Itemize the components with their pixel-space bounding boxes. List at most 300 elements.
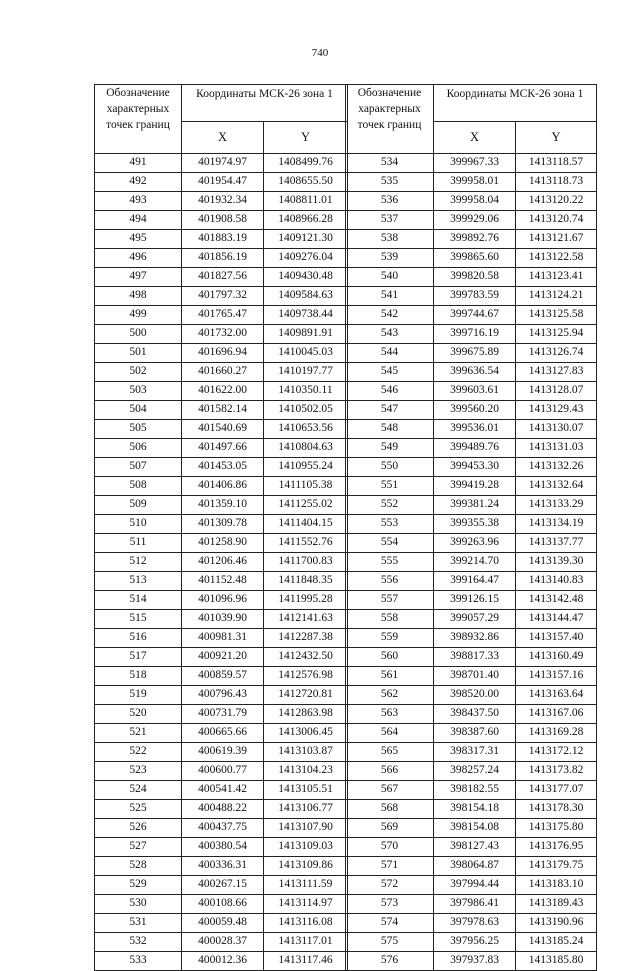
table-row: [95, 876, 348, 895]
table-row: [346, 762, 597, 781]
table-row: [346, 629, 597, 648]
table-row: [95, 306, 348, 325]
point-number-cell: 558: [346, 610, 434, 629]
point-number-cell: 542: [346, 306, 434, 325]
x-coordinate-cell: 401258.90: [182, 534, 264, 553]
table-row: [95, 268, 348, 287]
x-coordinate-cell: 401582.14: [182, 401, 264, 420]
table-row: [95, 800, 348, 819]
x-coordinate-cell: 399214.70: [434, 553, 516, 572]
point-number-cell: 516: [95, 629, 182, 648]
x-coordinate-cell: 398520.00: [434, 686, 516, 705]
y-coordinate-cell: 1413189.43: [516, 895, 597, 914]
header-coordinates-group: Координаты МСК-26 зона 1: [434, 85, 597, 122]
y-coordinate-cell: 1413124.21: [516, 287, 597, 306]
table-row: [95, 705, 348, 724]
y-coordinate-cell: 1413167.06: [516, 705, 597, 724]
point-number-cell: 556: [346, 572, 434, 591]
x-coordinate-cell: 397986.41: [434, 895, 516, 914]
x-coordinate-cell: 401540.69: [182, 420, 264, 439]
header-y: Y: [516, 122, 597, 154]
table-row: [95, 496, 348, 515]
x-coordinate-cell: 397978.63: [434, 914, 516, 933]
y-coordinate-cell: 1413175.80: [516, 819, 597, 838]
x-coordinate-cell: 401497.66: [182, 439, 264, 458]
point-number-cell: 498: [95, 287, 182, 306]
x-coordinate-cell: 399164.47: [434, 572, 516, 591]
y-coordinate-cell: 1413185.80: [516, 952, 597, 971]
page-number: 740: [311, 47, 329, 59]
y-coordinate-cell: 1409430.48: [264, 268, 348, 287]
table-row: [346, 610, 597, 629]
x-coordinate-cell: 399783.59: [434, 287, 516, 306]
x-coordinate-cell: 401039.90: [182, 610, 264, 629]
table-row: [95, 249, 348, 268]
table-row: [95, 553, 348, 572]
x-coordinate-cell: 400541.42: [182, 781, 264, 800]
y-coordinate-cell: 1413105.51: [264, 781, 348, 800]
point-number-cell: 561: [346, 667, 434, 686]
x-coordinate-cell: 397994.44: [434, 876, 516, 895]
x-coordinate-cell: 399744.67: [434, 306, 516, 325]
y-coordinate-cell: 1411552.76: [264, 534, 348, 553]
x-coordinate-cell: 398387.60: [434, 724, 516, 743]
y-coordinate-cell: 1411404.15: [264, 515, 348, 534]
y-coordinate-cell: 1410045.03: [264, 344, 348, 363]
y-coordinate-cell: 1411700.83: [264, 553, 348, 572]
table-row: [346, 173, 597, 192]
point-number-cell: 520: [95, 705, 182, 724]
y-coordinate-cell: 1413111.59: [264, 876, 348, 895]
table-row: [346, 325, 597, 344]
y-coordinate-cell: 1413157.40: [516, 629, 597, 648]
x-coordinate-cell: 400336.31: [182, 857, 264, 876]
table-row: [346, 420, 597, 439]
point-number-cell: 510: [95, 515, 182, 534]
x-coordinate-cell: 399929.06: [434, 211, 516, 230]
point-number-cell: 541: [346, 287, 434, 306]
y-coordinate-cell: 1413172.12: [516, 743, 597, 762]
x-coordinate-cell: 399057.29: [434, 610, 516, 629]
point-number-cell: 514: [95, 591, 182, 610]
point-number-cell: 526: [95, 819, 182, 838]
y-coordinate-cell: 1413131.03: [516, 439, 597, 458]
y-coordinate-cell: 1408655.50: [264, 173, 348, 192]
table-row: [346, 819, 597, 838]
x-coordinate-cell: 398154.08: [434, 819, 516, 838]
table-row: [346, 572, 597, 591]
x-coordinate-cell: 399820.58: [434, 268, 516, 287]
point-number-cell: 560: [346, 648, 434, 667]
table-row: [95, 857, 348, 876]
x-coordinate-cell: 401765.47: [182, 306, 264, 325]
point-number-cell: 557: [346, 591, 434, 610]
point-number-cell: 511: [95, 534, 182, 553]
point-number-cell: 538: [346, 230, 434, 249]
y-coordinate-cell: 1413125.58: [516, 306, 597, 325]
table-row: [346, 230, 597, 249]
table-row: [346, 287, 597, 306]
x-coordinate-cell: 400796.43: [182, 686, 264, 705]
point-number-cell: 554: [346, 534, 434, 553]
table-row: [346, 800, 597, 819]
x-coordinate-cell: 401152.48: [182, 572, 264, 591]
x-coordinate-cell: 400437.75: [182, 819, 264, 838]
point-number-cell: 534: [346, 154, 434, 173]
point-number-cell: 529: [95, 876, 182, 895]
table-body-left: [95, 154, 348, 971]
y-coordinate-cell: 1410955.24: [264, 458, 348, 477]
y-coordinate-cell: 1413128.07: [516, 382, 597, 401]
point-number-cell: 503: [95, 382, 182, 401]
x-coordinate-cell: 397937.83: [434, 952, 516, 971]
point-number-cell: 570: [346, 838, 434, 857]
point-number-cell: 567: [346, 781, 434, 800]
y-coordinate-cell: 1413133.29: [516, 496, 597, 515]
y-coordinate-cell: 1413160.49: [516, 648, 597, 667]
x-coordinate-cell: 398701.40: [434, 667, 516, 686]
y-coordinate-cell: 1413127.83: [516, 363, 597, 382]
x-coordinate-cell: 399419.28: [434, 477, 516, 496]
x-coordinate-cell: 398154.18: [434, 800, 516, 819]
point-number-cell: 525: [95, 800, 182, 819]
x-coordinate-cell: 401622.00: [182, 382, 264, 401]
x-coordinate-cell: 400380.54: [182, 838, 264, 857]
point-number-cell: 548: [346, 420, 434, 439]
table-row: [346, 838, 597, 857]
table-row: [95, 781, 348, 800]
y-coordinate-cell: 1413140.83: [516, 572, 597, 591]
y-coordinate-cell: 1409276.04: [264, 249, 348, 268]
y-coordinate-cell: 1409584.63: [264, 287, 348, 306]
x-coordinate-cell: 401954.47: [182, 173, 264, 192]
point-number-cell: 509: [95, 496, 182, 515]
table-row: [346, 781, 597, 800]
x-coordinate-cell: 398182.55: [434, 781, 516, 800]
y-coordinate-cell: 1413144.47: [516, 610, 597, 629]
table-row: [346, 515, 597, 534]
header-point-label: Обозначение характерных точек границ: [95, 85, 182, 154]
point-number-cell: 569: [346, 819, 434, 838]
table-row: [95, 724, 348, 743]
point-number-cell: 575: [346, 933, 434, 952]
point-number-cell: 528: [95, 857, 182, 876]
x-coordinate-cell: 400981.31: [182, 629, 264, 648]
table-row: [95, 838, 348, 857]
x-coordinate-cell: 399636.54: [434, 363, 516, 382]
x-coordinate-cell: 399536.01: [434, 420, 516, 439]
table-row: [95, 572, 348, 591]
point-number-cell: 545: [346, 363, 434, 382]
table-row: [346, 952, 597, 971]
y-coordinate-cell: 1413118.73: [516, 173, 597, 192]
y-coordinate-cell: 1412720.81: [264, 686, 348, 705]
point-number-cell: 499: [95, 306, 182, 325]
x-coordinate-cell: 401406.86: [182, 477, 264, 496]
x-coordinate-cell: 397956.25: [434, 933, 516, 952]
x-coordinate-cell: 400028.37: [182, 933, 264, 952]
table-row: [346, 268, 597, 287]
table-row: [95, 686, 348, 705]
table-row: [346, 439, 597, 458]
point-number-cell: 517: [95, 648, 182, 667]
x-coordinate-cell: 399355.38: [434, 515, 516, 534]
y-coordinate-cell: 1413006.45: [264, 724, 348, 743]
table-row: [95, 648, 348, 667]
y-coordinate-cell: 1413118.57: [516, 154, 597, 173]
table-row: [346, 477, 597, 496]
y-coordinate-cell: 1413109.86: [264, 857, 348, 876]
header-point-label: Обозначение характерных точек границ: [346, 85, 434, 154]
x-coordinate-cell: 399967.33: [434, 154, 516, 173]
table-row: [95, 287, 348, 306]
header-x: X: [434, 122, 516, 154]
x-coordinate-cell: 400108.66: [182, 895, 264, 914]
y-coordinate-cell: 1412432.50: [264, 648, 348, 667]
point-number-cell: 555: [346, 553, 434, 572]
table-row: [95, 401, 348, 420]
x-coordinate-cell: 399716.19: [434, 325, 516, 344]
y-coordinate-cell: 1413157.16: [516, 667, 597, 686]
y-coordinate-cell: 1413132.64: [516, 477, 597, 496]
y-coordinate-cell: 1413122.58: [516, 249, 597, 268]
x-coordinate-cell: 401359.10: [182, 496, 264, 515]
coordinates-table-right: [345, 84, 597, 971]
table-row: [346, 192, 597, 211]
point-number-cell: 504: [95, 401, 182, 420]
y-coordinate-cell: 1413132.26: [516, 458, 597, 477]
x-coordinate-cell: 400665.66: [182, 724, 264, 743]
point-number-cell: 536: [346, 192, 434, 211]
point-number-cell: 495: [95, 230, 182, 249]
y-coordinate-cell: 1413125.94: [516, 325, 597, 344]
point-number-cell: 564: [346, 724, 434, 743]
point-number-cell: 491: [95, 154, 182, 173]
point-number-cell: 500: [95, 325, 182, 344]
table-row: [95, 933, 348, 952]
y-coordinate-cell: 1410804.63: [264, 439, 348, 458]
x-coordinate-cell: 399381.24: [434, 496, 516, 515]
table-row: [346, 724, 597, 743]
point-number-cell: 553: [346, 515, 434, 534]
point-number-cell: 565: [346, 743, 434, 762]
x-coordinate-cell: 398817.33: [434, 648, 516, 667]
table-row: [346, 534, 597, 553]
x-coordinate-cell: 401660.27: [182, 363, 264, 382]
point-number-cell: 497: [95, 268, 182, 287]
y-coordinate-cell: 1413126.74: [516, 344, 597, 363]
table-row: [95, 363, 348, 382]
x-coordinate-cell: 401096.96: [182, 591, 264, 610]
y-coordinate-cell: 1408499.76: [264, 154, 348, 173]
y-coordinate-cell: 1413190.96: [516, 914, 597, 933]
table-row: [95, 325, 348, 344]
x-coordinate-cell: 399958.04: [434, 192, 516, 211]
point-number-cell: 507: [95, 458, 182, 477]
point-number-cell: 531: [95, 914, 182, 933]
y-coordinate-cell: 1413114.97: [264, 895, 348, 914]
y-coordinate-cell: 1413163.64: [516, 686, 597, 705]
x-coordinate-cell: 401932.34: [182, 192, 264, 211]
point-number-cell: 493: [95, 192, 182, 211]
y-coordinate-cell: 1410350.11: [264, 382, 348, 401]
table-row: [95, 610, 348, 629]
x-coordinate-cell: 399453.30: [434, 458, 516, 477]
y-coordinate-cell: 1413137.77: [516, 534, 597, 553]
point-number-cell: 572: [346, 876, 434, 895]
x-coordinate-cell: 399489.76: [434, 439, 516, 458]
y-coordinate-cell: 1409121.30: [264, 230, 348, 249]
x-coordinate-cell: 400488.22: [182, 800, 264, 819]
x-coordinate-cell: 400012.36: [182, 952, 264, 971]
y-coordinate-cell: 1411105.38: [264, 477, 348, 496]
table-row: [95, 173, 348, 192]
table-row: [95, 344, 348, 363]
y-coordinate-cell: 1413183.10: [516, 876, 597, 895]
y-coordinate-cell: 1413130.07: [516, 420, 597, 439]
x-coordinate-cell: 399675.89: [434, 344, 516, 363]
table-row: [346, 382, 597, 401]
y-coordinate-cell: 1411255.02: [264, 496, 348, 515]
point-number-cell: 518: [95, 667, 182, 686]
x-coordinate-cell: 398317.31: [434, 743, 516, 762]
table-row: [346, 743, 597, 762]
table-row: [346, 496, 597, 515]
table-row: [95, 534, 348, 553]
table-row: [346, 363, 597, 382]
header-x: X: [182, 122, 264, 154]
y-coordinate-cell: 1413120.22: [516, 192, 597, 211]
y-coordinate-cell: 1413185.24: [516, 933, 597, 952]
table-row: [346, 458, 597, 477]
table-row: [95, 743, 348, 762]
y-coordinate-cell: 1413123.41: [516, 268, 597, 287]
table-row: [346, 914, 597, 933]
point-number-cell: 573: [346, 895, 434, 914]
x-coordinate-cell: 401309.78: [182, 515, 264, 534]
table-row: [95, 762, 348, 781]
point-number-cell: 527: [95, 838, 182, 857]
y-coordinate-cell: 1413173.82: [516, 762, 597, 781]
x-coordinate-cell: 398437.50: [434, 705, 516, 724]
point-number-cell: 530: [95, 895, 182, 914]
y-coordinate-cell: 1413142.48: [516, 591, 597, 610]
x-coordinate-cell: 400600.77: [182, 762, 264, 781]
point-number-cell: 563: [346, 705, 434, 724]
x-coordinate-cell: 401908.58: [182, 211, 264, 230]
table-row: [95, 819, 348, 838]
table-row: [346, 857, 597, 876]
x-coordinate-cell: 401453.05: [182, 458, 264, 477]
header-coordinates-group: Координаты МСК-26 зона 1: [182, 85, 348, 122]
y-coordinate-cell: 1413103.87: [264, 743, 348, 762]
point-number-cell: 574: [346, 914, 434, 933]
y-coordinate-cell: 1413139.30: [516, 553, 597, 572]
y-coordinate-cell: 1410502.05: [264, 401, 348, 420]
x-coordinate-cell: 398064.87: [434, 857, 516, 876]
table-row: [346, 686, 597, 705]
point-number-cell: 512: [95, 553, 182, 572]
y-coordinate-cell: 1413116.08: [264, 914, 348, 933]
point-number-cell: 532: [95, 933, 182, 952]
y-coordinate-cell: 1409891.91: [264, 325, 348, 344]
table-row: [346, 344, 597, 363]
table-row: [95, 154, 348, 173]
x-coordinate-cell: 401974.97: [182, 154, 264, 173]
point-number-cell: 506: [95, 439, 182, 458]
point-number-cell: 521: [95, 724, 182, 743]
x-coordinate-cell: 399865.60: [434, 249, 516, 268]
y-coordinate-cell: 1412287.38: [264, 629, 348, 648]
x-coordinate-cell: 401797.32: [182, 287, 264, 306]
x-coordinate-cell: 400859.57: [182, 667, 264, 686]
y-coordinate-cell: 1413120.74: [516, 211, 597, 230]
x-coordinate-cell: 401856.19: [182, 249, 264, 268]
y-coordinate-cell: 1413117.46: [264, 952, 348, 971]
table-row: [346, 933, 597, 952]
table-row: [95, 382, 348, 401]
point-number-cell: 546: [346, 382, 434, 401]
coordinates-table-left: [94, 84, 348, 971]
y-coordinate-cell: 1410197.77: [264, 363, 348, 382]
point-number-cell: 576: [346, 952, 434, 971]
x-coordinate-cell: 399263.96: [434, 534, 516, 553]
y-coordinate-cell: 1413177.07: [516, 781, 597, 800]
point-number-cell: 540: [346, 268, 434, 287]
x-coordinate-cell: 399892.76: [434, 230, 516, 249]
table-row: [346, 648, 597, 667]
x-coordinate-cell: 398257.24: [434, 762, 516, 781]
y-coordinate-cell: 1413178.30: [516, 800, 597, 819]
point-number-cell: 524: [95, 781, 182, 800]
point-number-cell: 571: [346, 857, 434, 876]
y-coordinate-cell: 1413169.28: [516, 724, 597, 743]
y-coordinate-cell: 1413109.03: [264, 838, 348, 857]
point-number-cell: 566: [346, 762, 434, 781]
x-coordinate-cell: 401206.46: [182, 553, 264, 572]
x-coordinate-cell: 401883.19: [182, 230, 264, 249]
point-number-cell: 559: [346, 629, 434, 648]
y-coordinate-cell: 1411995.28: [264, 591, 348, 610]
table-row: [95, 477, 348, 496]
y-coordinate-cell: 1408966.28: [264, 211, 348, 230]
point-number-cell: 523: [95, 762, 182, 781]
point-number-cell: 537: [346, 211, 434, 230]
x-coordinate-cell: 401696.94: [182, 344, 264, 363]
x-coordinate-cell: 398127.43: [434, 838, 516, 857]
y-coordinate-cell: 1413176.95: [516, 838, 597, 857]
point-number-cell: 505: [95, 420, 182, 439]
point-number-cell: 515: [95, 610, 182, 629]
table-row: [95, 591, 348, 610]
point-number-cell: 533: [95, 952, 182, 971]
x-coordinate-cell: 401732.00: [182, 325, 264, 344]
x-coordinate-cell: 399958.01: [434, 173, 516, 192]
y-coordinate-cell: 1408811.01: [264, 192, 348, 211]
table-row: [95, 439, 348, 458]
y-coordinate-cell: 1413117.01: [264, 933, 348, 952]
point-number-cell: 502: [95, 363, 182, 382]
y-coordinate-cell: 1413129.43: [516, 401, 597, 420]
point-number-cell: 501: [95, 344, 182, 363]
y-coordinate-cell: 1412863.98: [264, 705, 348, 724]
table-body-right: [346, 154, 597, 971]
x-coordinate-cell: 400731.79: [182, 705, 264, 724]
table-row: [346, 553, 597, 572]
x-coordinate-cell: 400619.39: [182, 743, 264, 762]
y-coordinate-cell: 1410653.56: [264, 420, 348, 439]
table-row: [95, 211, 348, 230]
